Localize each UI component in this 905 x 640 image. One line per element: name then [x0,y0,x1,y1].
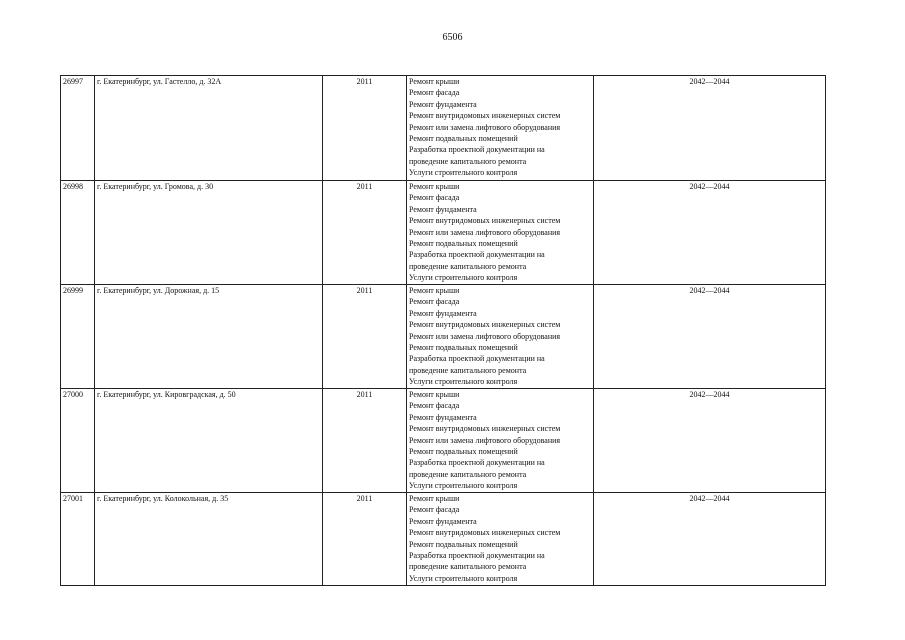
row-number-cell: 27000 [61,389,95,493]
work-item: Ремонт внутридомовых инженерных систем [409,528,561,538]
work-item: Ремонт фундамента [409,516,477,526]
work-item: Ремонт или замена лифтового оборудования [409,435,561,445]
work-item: проведение капитального ремонта [409,261,527,271]
period-cell: 2042—2044 [594,389,826,493]
registry-table-body [61,76,826,586]
year-cell: 2011 [323,181,407,285]
work-item: Ремонт крыши [409,286,460,295]
works-cell [407,76,594,181]
work-item: Ремонт крыши [409,390,460,399]
work-item: Ремонт крыши [409,494,460,503]
work-item: Ремонт внутридомовых инженерных систем [409,424,561,434]
works-cell [407,389,594,493]
work-item: Ремонт подвальных помещений [409,343,518,353]
work-item: Ремонт подвальных помещений [409,447,518,457]
period-cell: 2042—2044 [594,181,826,285]
table-row [61,285,826,389]
work-item: Ремонт фасада [409,297,460,307]
year-cell: 2011 [323,76,407,181]
work-item: проведение капитального ремонта [409,562,527,572]
table-row [61,181,826,285]
work-item: Услуги строительного контроля [409,273,518,283]
works-cell [407,493,594,586]
address-cell: г. Екатеринбург, ул. Громова, д. 30 [95,181,323,285]
work-item: Ремонт фундамента [409,204,477,214]
work-item: Услуги строительного контроля [409,481,518,491]
work-item: Ремонт фундамента [409,412,477,422]
table-row [61,76,826,181]
table-row [61,493,826,586]
works-cell [407,181,594,285]
page-number: 6506 [442,32,463,43]
work-item: проведение капитального ремонта [409,156,527,166]
work-item: Ремонт подвальных помещений [409,239,518,249]
year-cell: 2011 [323,285,407,389]
work-item: проведение капитального ремонта [409,365,527,375]
work-item: Ремонт внутридомовых инженерных систем [409,216,561,226]
work-item: Ремонт фасада [409,88,460,98]
row-number-cell: 26999 [61,285,95,389]
period-cell: 2042—2044 [594,493,826,586]
works-cell [407,285,594,389]
table-row [61,389,826,493]
work-item: Ремонт или замена лифтового оборудования [409,122,561,132]
work-item: Разработка проектной документации на [409,250,545,260]
work-item: Ремонт фундамента [409,308,477,318]
work-item: Ремонт фундамента [409,99,477,109]
work-item: Ремонт фасада [409,193,460,203]
period-cell: 2042—2044 [594,76,826,181]
row-number-cell: 26997 [61,76,95,181]
address-cell: г. Екатеринбург, ул. Колокольная, д. 35 [95,493,323,586]
period-cell: 2042—2044 [594,285,826,389]
work-item: Ремонт или замена лифтового оборудования [409,227,561,237]
work-item: Разработка проектной документации на [409,551,545,561]
work-item: Ремонт или замена лифтового оборудования [409,331,561,341]
row-number-cell: 27001 [61,493,95,586]
work-item: Ремонт внутридомовых инженерных систем [409,320,561,330]
work-item: Ремонт подвальных помещений [409,539,518,549]
work-item: Ремонт крыши [409,182,460,191]
work-item: Разработка проектной документации на [409,145,545,155]
work-item: Ремонт подвальных помещений [409,134,518,144]
registry-table [60,75,826,586]
work-item: проведение капитального ремонта [409,469,527,479]
work-item: Услуги строительного контроля [409,573,518,583]
work-item: Ремонт внутридомовых инженерных систем [409,111,561,121]
work-item: Услуги строительного контроля [409,377,518,387]
work-item: Разработка проектной документации на [409,354,545,364]
year-cell: 2011 [323,389,407,493]
year-cell: 2011 [323,493,407,586]
address-cell: г. Екатеринбург, ул. Гастелло, д. 32А [95,76,323,181]
work-item: Ремонт крыши [409,77,460,86]
address-cell: г. Екатеринбург, ул. Кировградская, д. 50 [95,389,323,493]
work-item: Ремонт фасада [409,401,460,411]
address-cell: г. Екатеринбург, ул. Дорожная, д. 15 [95,285,323,389]
work-item: Услуги строительного контроля [409,168,518,178]
work-item: Ремонт фасада [409,505,460,515]
work-item: Разработка проектной документации на [409,458,545,468]
row-number-cell: 26998 [61,181,95,285]
